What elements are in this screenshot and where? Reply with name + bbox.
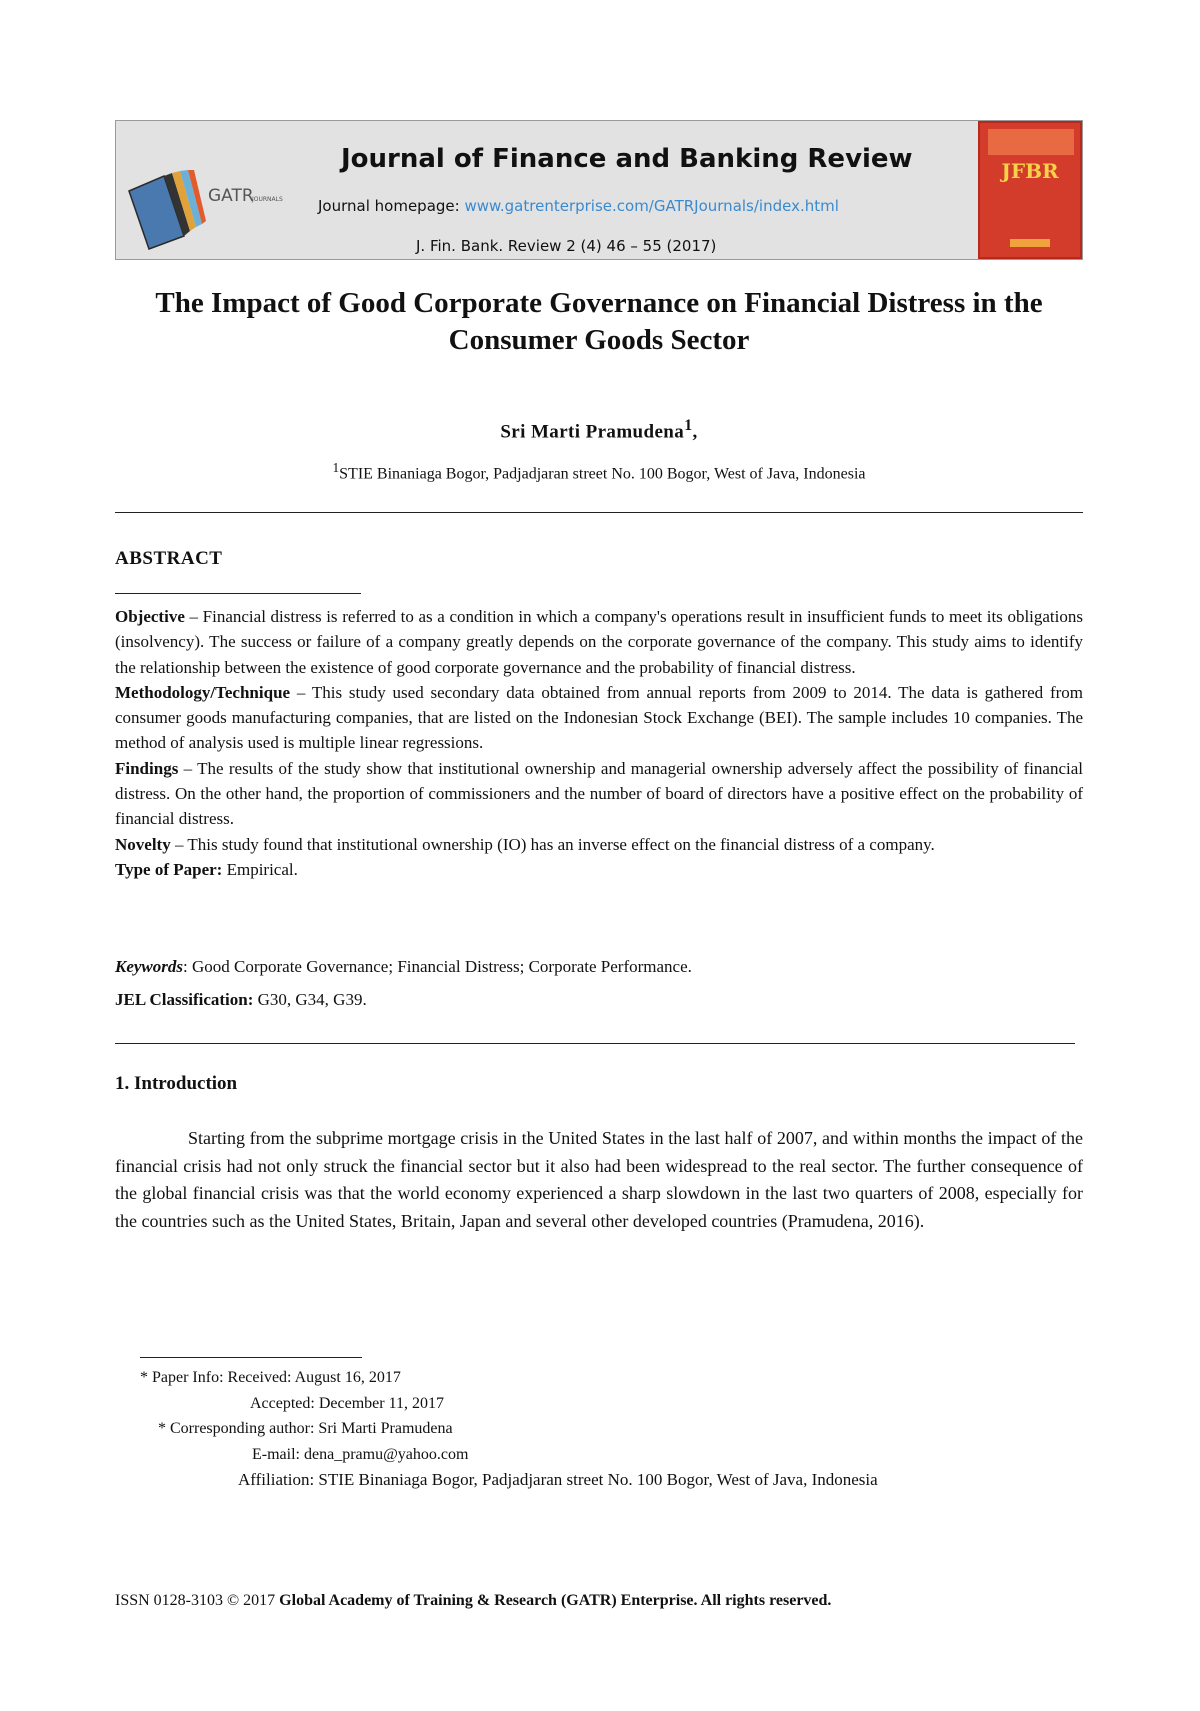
introduction-paragraph: Starting from the subprime mortgage crisis in the United States in the last half of 2007, and within months the impact of the financial crisis had not only struck the financial sector but it also had been widespread to the real sector. The further consequence of the global financial crisis was that the world economy experienced a sharp slowdown in the last two quarters of 2008, especially for the countries such as the United States, Britain, Japan and several other developed countries (Pramudena, 2016). (115, 1128, 1083, 1231)
footnote-received: * Paper Info: Received: August 16, 2017 (140, 1369, 401, 1386)
methodology-label: Methodology/Technique (115, 682, 291, 702)
abstract-heading: ABSTRACT (115, 548, 223, 569)
gatr-logo (124, 161, 304, 251)
keywords-text: : Good Corporate Governance; Financial Distress; Corporate Performance. (183, 957, 692, 976)
abstract-novelty (115, 832, 1083, 857)
methodology-text: – This study used secondary data obtained from annual reports from 2009 to 2014. The data is gathered from consumer goods manufacturing companies, that are listed on the Indonesian Stock Exchange (BEI). The sample includes 10 companies. The method of analysis used is multiple linear regressions. (115, 682, 1083, 753)
type-label: Type of Paper: (115, 859, 223, 879)
cover-footer-band (1010, 239, 1050, 247)
cover-abbreviation: JFBR (1001, 159, 1059, 183)
objective-text: – Financial distress is referred to as a condition in which a company's operations result in insufficient funds to meet its obligations (insolvency). The success or failure of a company greatly depends on the corporate governance of the company. This study aims to identify the relationship between the existence of good corporate governance and the probability of financial distress. (115, 607, 1083, 677)
jel-text: G30, G34, G39. (253, 990, 367, 1009)
cover-header-band (988, 129, 1074, 155)
author-line (115, 417, 1083, 443)
logo-subtext: JOURNALS (252, 196, 283, 203)
objective-label: Objective (115, 607, 185, 626)
abstract-body (115, 604, 1083, 882)
footnote-accepted: Accepted: December 11, 2017 (250, 1395, 444, 1412)
abstract-type (115, 857, 1083, 882)
footnote-affiliation: Affiliation: STIE Binaniaga Bogor, Padjadjaran street No. 100 Bogor, West of Java, Indonesia (238, 1470, 878, 1489)
keywords-label: Keywords (115, 957, 183, 976)
abstract-findings (115, 756, 1083, 832)
abstract-objective (115, 604, 1083, 680)
divider-bottom (115, 1043, 1075, 1044)
abstract-methodology (115, 680, 1083, 756)
journal-citation: J. Fin. Bank. Review 2 (4) 46 – 55 (2017) (416, 237, 717, 255)
author-superscript: 1 (684, 417, 693, 434)
paper-title: The Impact of Good Corporate Governance on Financial Distress in the Consumer Goods Sector (155, 287, 1043, 356)
logo-text: GATR (208, 186, 254, 206)
findings-label: Findings (115, 758, 179, 778)
page-footer (115, 1592, 1083, 1610)
journal-cover-image (978, 121, 1082, 259)
novelty-label: Novelty (115, 834, 171, 854)
journal-title: Journal of Finance and Banking Review (341, 144, 913, 174)
keywords-line (115, 954, 1083, 980)
jel-label: JEL Classification: (115, 990, 254, 1009)
footer-publisher: Global Academy of Training & Research (GATR) Enterprise. All rights reserved. (279, 1592, 832, 1609)
type-text: Empirical. (222, 859, 298, 879)
affiliation-superscript: 1 (332, 460, 340, 475)
author-name: Sri Marti Pramudena (500, 421, 685, 443)
book-icon (129, 170, 206, 249)
abstract-underline (115, 593, 361, 594)
affiliation-text: STIE Binaniaga Bogor, Padjadjaran street No. 100 Bogor, West of Java, Indonesia (339, 465, 866, 483)
homepage-label: Journal homepage: (318, 197, 465, 215)
section-heading-introduction: 1. Introduction (115, 1073, 238, 1094)
footer-issn: ISSN 0128-3103 © 2017 (115, 1592, 280, 1609)
footnote-separator (140, 1357, 362, 1358)
jel-line (115, 987, 1083, 1013)
divider-top (115, 512, 1083, 513)
footnote-email: E-mail: dena_pramu@yahoo.com (252, 1446, 469, 1463)
author-suffix: , (692, 421, 698, 443)
novelty-text: – This study found that institutional ownership (IO) has an inverse effect on the financial distress of a company. (170, 834, 935, 854)
journal-homepage (318, 197, 938, 215)
journal-banner (115, 120, 1083, 260)
findings-text: – The results of the study show that institutional ownership and managerial ownership adversely affect the possibility of financial distress. On the other hand, the proportion of commissioners and the number of board of directors have a positive effect on the probability of financial distress. (115, 758, 1083, 829)
author-affiliation (115, 460, 1083, 483)
homepage-link[interactable]: www.gatrenterprise.com/GATRJournals/index.html (464, 197, 839, 215)
footnote-corresponding: * Corresponding author: Sri Marti Pramudena (158, 1420, 453, 1437)
